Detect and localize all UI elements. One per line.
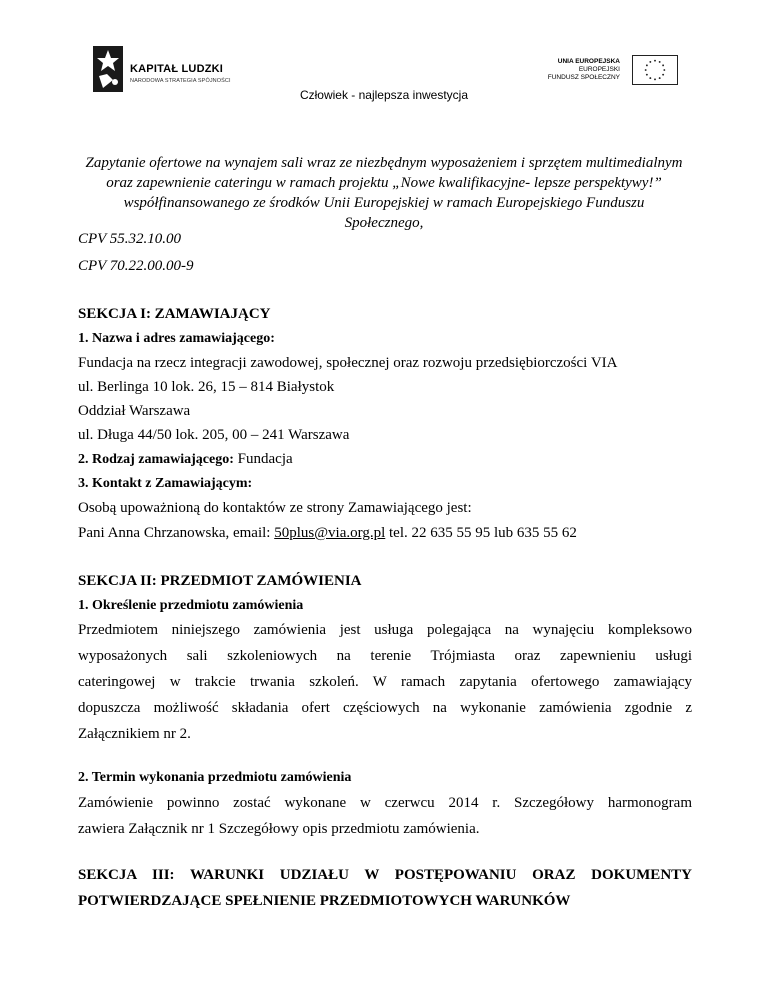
- section-3-heading-line1: SEKCJA III: WARUNKI UDZIAŁU W POSTĘPOWANIU ORAZ DOKUMENTY: [78, 867, 692, 883]
- section-1-sub1: 1. Nazwa i adres zamawiającego:: [78, 331, 275, 346]
- eu-logo-line3: FUNDUSZ SPOŁECZNY: [547, 74, 620, 81]
- contact-line: [78, 525, 577, 542]
- eu-logo-line2: EUROPEJSKI: [578, 66, 620, 73]
- section-1-line-1: Fundacja na rzecz integracji zawodowej, społecznej oraz rozwoju przedsiębiorczości VIA: [78, 355, 618, 371]
- section-1-line-4: ul. Długa 44/50 lok. 205, 00 – 241 Warszawa: [78, 427, 350, 443]
- eu-logo-line1: UNIA EUROPEJSKA: [557, 58, 620, 65]
- document-title: [30, 153, 738, 233]
- title-line-3: współfinansowanego ze środków Unii Europejskiej w ramach Europejskiego Funduszu: [123, 195, 645, 211]
- section-1-heading: SEKCJA I: ZAMAWIAJĄCY: [78, 306, 271, 322]
- section-1-line-2: ul. Berlinga 10 lok. 26, 15 – 814 Białystok: [78, 379, 335, 395]
- contact-email-link[interactable]: 50plus@via.org.pl: [274, 525, 386, 541]
- section-2-para2-line1: Zamówienie powinno zostać wykonane w czerwcu 2014 r. Szczegółowy harmonogram: [78, 795, 692, 811]
- cpv-code-1: CPV 55.32.10.00: [78, 231, 182, 247]
- tagline: Człowiek - najlepsza inwestycja: [299, 88, 469, 102]
- section-2-sub1: 1. Określenie przedmiotu zamówienia: [78, 598, 304, 613]
- cpv-code-2: CPV 70.22.00.00-9: [78, 258, 194, 274]
- kapital-ludzki-subtitle: NARODOWA STRATEGIA SPÓJNOŚCI: [130, 78, 231, 84]
- kapital-ludzki-title: KAPITAŁ LUDZKI: [130, 63, 224, 75]
- section-2-para1-last: Załącznikiem nr 2.: [78, 726, 191, 742]
- section-1-sub2: [78, 451, 293, 468]
- section-1-sub2-value: Fundacja: [233, 451, 293, 467]
- section-1-sub3: 3. Kontakt z Zamawiającym:: [78, 476, 253, 491]
- title-line-2: oraz zapewnienie cateringu w ramach projektu „Nowe kwalifikacyjne- lepsze perspektywy!”: [106, 175, 662, 191]
- kapital-ludzki-emblem-icon: [93, 46, 123, 92]
- section-1-sub2-label: 2. Rodzaj zamawiającego:: [78, 452, 234, 467]
- section-2-para1-line1: Przedmiotem niniejszego zamówienia jest usługa polegająca na wynajęciu kompleksowo: [78, 622, 692, 638]
- section-2-para2-line2: zawiera Załącznik nr 1 Szczegółowy opis przedmiotu zamówienia.: [78, 821, 480, 837]
- contact-intro: Osobą upoważnioną do kontaktów ze strony Zamawiającego jest:: [78, 500, 472, 516]
- contact-pre: Pani Anna Chrzanowska, email:: [78, 525, 275, 541]
- section-2-para1-line3: cateringowej w trakcie trwania szkoleń. W ramach zapytania ofertowego zamawiający: [78, 674, 692, 690]
- contact-post: tel. 22 635 55 95 lub 635 55 62: [385, 525, 577, 541]
- section-3-heading-line2: POTWIERDZAJĄCE SPEŁNIENIE PRZEDMIOTOWYCH WARUNKÓW: [78, 893, 571, 909]
- eu-logo-text: [548, 58, 620, 82]
- eu-flag-icon: [632, 55, 678, 85]
- section-1-line-3: Oddział Warszawa: [78, 403, 191, 419]
- title-line-4: Społecznego,: [344, 215, 424, 231]
- section-2-para1-line2: wyposażonych sali szkoleniowych na terenie Trójmiasta oraz zapewnieniu usługi: [78, 648, 692, 664]
- section-2-para1-line4: dopuszcza możliwość składania ofert częściowych na wykonanie zamówienia zgodnie z: [78, 700, 692, 716]
- section-2-sub2: 2. Termin wykonania przedmiotu zamówienia: [78, 770, 352, 785]
- section-2-heading: SEKCJA II: PRZEDMIOT ZAMÓWIENIA: [78, 573, 362, 589]
- title-line-1: Zapytanie ofertowe na wynajem sali wraz ze niezbędnym wyposażeniem i sprzętem multimedialnym: [85, 155, 683, 171]
